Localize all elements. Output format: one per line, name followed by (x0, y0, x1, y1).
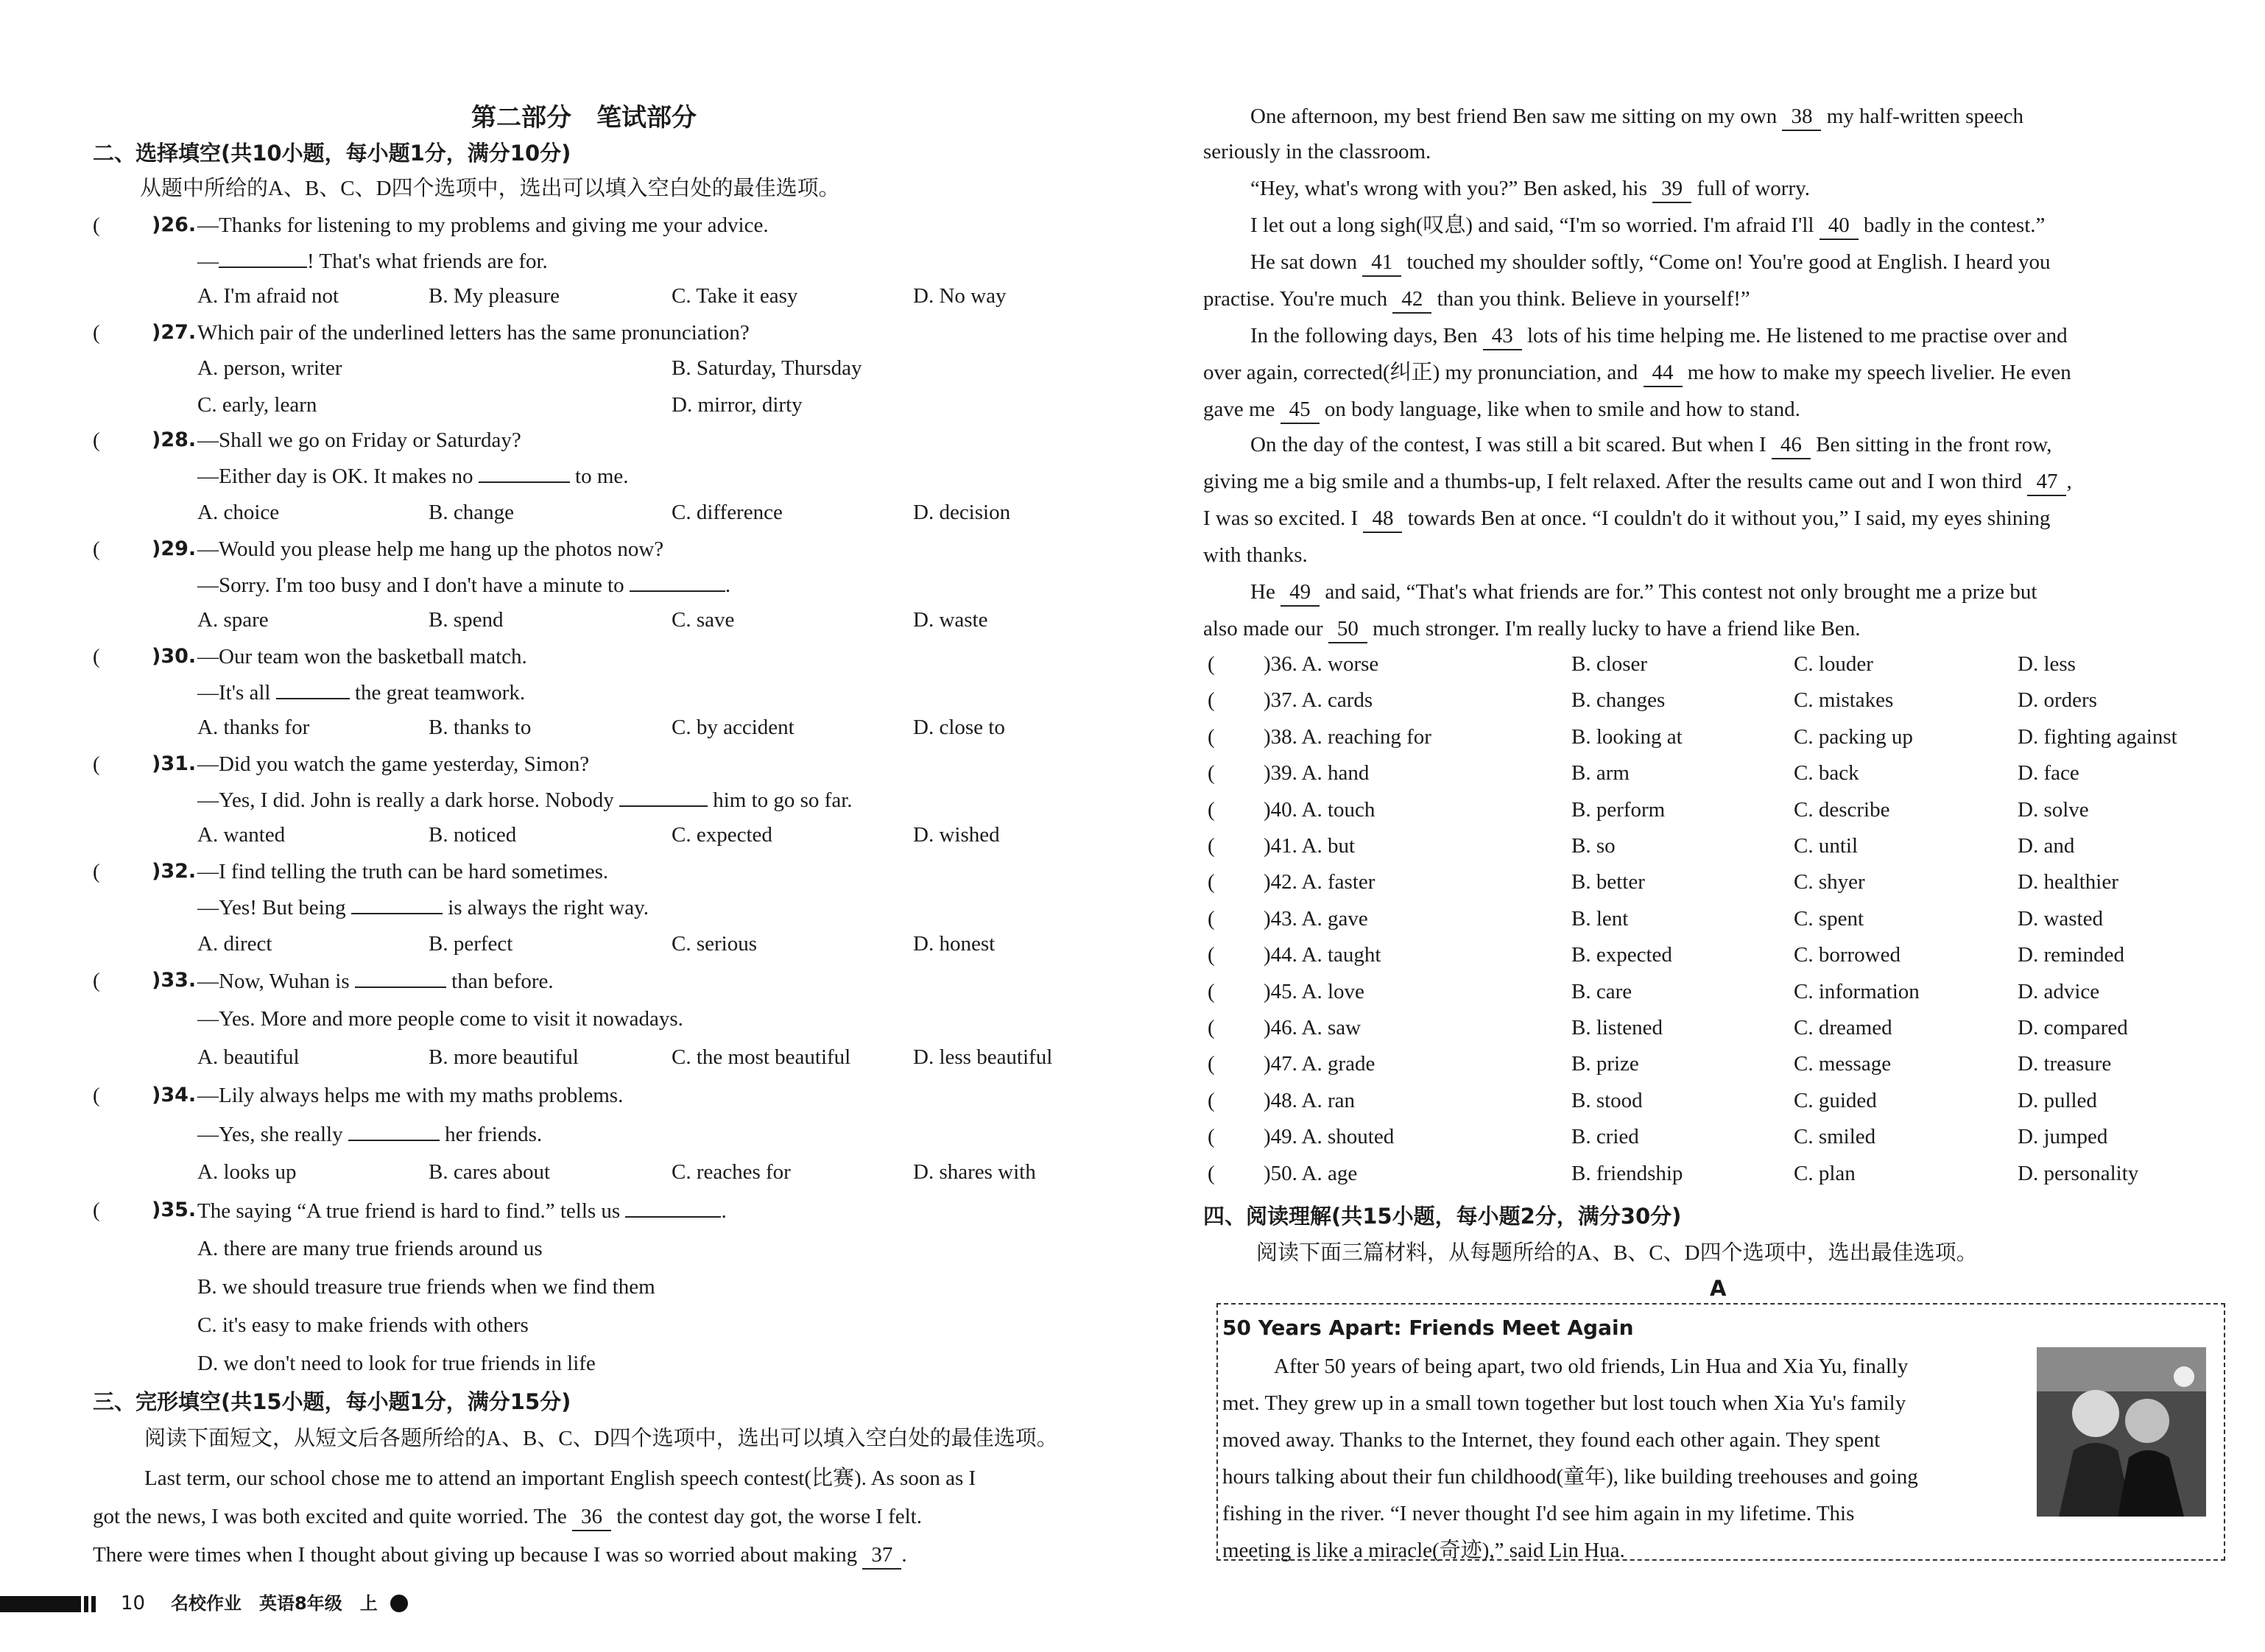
blank-45[interactable]: 45 (1281, 396, 1320, 424)
question-number: )27. (152, 321, 197, 344)
option-a[interactable]: )46. A. saw (1264, 1016, 1362, 1039)
question-text: —Did you watch the game yesterday, Simon? (197, 752, 590, 776)
option-b[interactable]: B. Saturday, Thursday (672, 356, 862, 380)
option-a[interactable]: A. choice (197, 501, 280, 524)
passage-line: He sat down 41 touched my shoulder softly, “Come on! You're good at English. I heard you (1250, 249, 2051, 277)
option-b[interactable]: B. care (1571, 979, 1632, 1003)
passage-a-line: hours talking about their fun childhood(童年), like building treehouses and going (1222, 1465, 1918, 1489)
question-text: —Yes, she really her friends. (197, 1120, 542, 1148)
option-c[interactable]: C. reaches for (672, 1160, 791, 1184)
answer-bracket[interactable]: ( (93, 969, 100, 992)
option-c[interactable]: C. early, learn (197, 393, 317, 417)
blank-47[interactable]: 47 (2027, 468, 2066, 496)
answer-bracket[interactable]: ( (1208, 724, 1215, 749)
passage-a-line: fishing in the river. “I never thought I'd see him again in my lifetime. This (1222, 1502, 1855, 1525)
footer-bar (84, 1596, 88, 1612)
option-a[interactable]: A. spare (197, 608, 269, 632)
answer-bracket[interactable]: ( (1208, 761, 1215, 786)
option-b[interactable]: B. My pleasure (429, 284, 560, 308)
question-text: —Our team won the basketball match. (197, 645, 527, 668)
footer-text: 名校作业 英语8年级 上 (171, 1593, 378, 1614)
option-d[interactable]: D. honest (913, 932, 996, 956)
answer-bracket[interactable]: ( (93, 428, 100, 452)
answer-bracket[interactable]: ( (93, 213, 100, 237)
answer-blank[interactable] (351, 894, 443, 914)
question-text: — ! That's what friends are for. (197, 247, 548, 275)
option-c[interactable]: C. spent (1794, 906, 1864, 931)
passage-line: got the news, I was both excited and quite worried. The 36 the contest day got, the worse I felt. (93, 1503, 922, 1531)
option-b[interactable]: B. listened (1571, 1016, 1663, 1039)
option-a[interactable]: )42. A. faster (1264, 870, 1375, 894)
question-text: —Yes! But being is always the right way. (197, 894, 649, 921)
option-c[interactable]: C. back (1794, 761, 1859, 786)
section3-title: 三、完形填空(共15小题，每小题1分，满分15分) (93, 1389, 571, 1414)
friends-photo (2037, 1347, 2206, 1517)
option-b[interactable]: B. more beautiful (429, 1045, 579, 1069)
option-a[interactable]: A. beautiful (197, 1045, 300, 1069)
answer-bracket[interactable]: ( (1208, 1161, 1215, 1185)
answer-bracket[interactable]: ( (93, 752, 100, 776)
option-b[interactable]: B. lent (1571, 906, 1629, 931)
passage-line: One afternoon, my best friend Ben saw me sitting on my own 38 my half-written speech (1250, 103, 2023, 131)
answer-bracket[interactable]: ( (1208, 1016, 1215, 1039)
passage-a-line: After 50 years of being apart, two old friends, Lin Hua and Xia Yu, finally (1274, 1355, 1909, 1378)
question-text: —Yes. More and more people come to visit it nowadays. (197, 1007, 683, 1031)
option-d[interactable]: D. mirror, dirty (672, 393, 803, 417)
option-c[interactable]: C. shyer (1794, 870, 1865, 894)
option-c[interactable]: C. it's easy to make friends with others (197, 1313, 529, 1337)
question-number: )26. (152, 213, 197, 236)
passage-a-line: meeting is like a miracle(奇迹),” said Lin Hua. (1222, 1539, 1625, 1562)
option-a[interactable]: )48. A. ran (1264, 1088, 1356, 1112)
blank-41[interactable]: 41 (1362, 249, 1401, 277)
answer-bracket[interactable]: ( (93, 321, 100, 345)
answer-blank[interactable] (479, 462, 570, 483)
option-d[interactable]: D. less (2018, 652, 2076, 676)
answer-bracket[interactable]: ( (1208, 688, 1215, 713)
option-d[interactable]: D. pulled (2018, 1088, 2097, 1112)
question-text: —Lily always helps me with my maths problems. (197, 1084, 624, 1107)
option-a[interactable]: )45. A. love (1264, 979, 1364, 1003)
option-c[interactable]: C. plan (1794, 1161, 1856, 1185)
option-a[interactable]: )36. A. worse (1264, 652, 1379, 676)
footer-bar (91, 1596, 96, 1612)
passage-label: A (1710, 1276, 1727, 1301)
option-d[interactable]: D. orders (2018, 688, 2097, 713)
answer-blank[interactable] (276, 679, 350, 699)
answer-blank[interactable] (219, 247, 307, 268)
footer-bar (0, 1596, 81, 1612)
option-a[interactable]: )44. A. taught (1264, 943, 1381, 967)
passage-line: gave me 45 on body language, like when to smile and how to stand. (1203, 396, 1800, 424)
answer-blank[interactable] (619, 786, 708, 807)
option-b[interactable]: B. changes (1571, 688, 1666, 713)
passage-line: In the following days, Ben 43 lots of his time helping me. He listened to me practise over and (1250, 322, 2068, 350)
option-b[interactable]: B. noticed (429, 823, 517, 847)
page-number: 10 (121, 1592, 146, 1614)
question-number: )29. (152, 537, 197, 560)
option-d[interactable]: D. fighting against (2018, 724, 2177, 749)
answer-bracket[interactable]: ( (1208, 834, 1215, 858)
blank-42[interactable]: 42 (1392, 286, 1431, 314)
blank-44[interactable]: 44 (1644, 359, 1683, 387)
option-b[interactable]: B. spend (429, 608, 504, 632)
option-a[interactable]: A. person, writer (197, 356, 342, 380)
passage-line: Last term, our school chose me to attend an important English speech contest(比赛). As soon as I (144, 1466, 976, 1490)
blank-38[interactable]: 38 (1782, 103, 1821, 131)
passage-line: There were times when I thought about giving up because I was so worried about making 37 . (93, 1542, 907, 1570)
option-a[interactable]: )47. A. grade (1264, 1052, 1375, 1076)
blank-39[interactable]: 39 (1652, 175, 1691, 203)
option-b[interactable]: B. cried (1571, 1125, 1639, 1149)
answer-bracket[interactable]: ( (1208, 1125, 1215, 1149)
option-a[interactable]: )40. A. touch (1264, 797, 1375, 822)
option-a[interactable]: )41. A. but (1264, 834, 1356, 858)
passage-line: On the day of the contest, I was still a bit scared. But when I 46 Ben sitting in the front row, (1250, 431, 2051, 459)
section2-title: 二、选择填空(共10小题，每小题1分，满分10分) (93, 141, 571, 166)
passage-a-line: moved away. Thanks to the Internet, they found each other again. They spent (1222, 1428, 1881, 1452)
answer-blank[interactable] (355, 967, 446, 988)
blank-40[interactable]: 40 (1820, 212, 1859, 240)
option-b[interactable]: B. closer (1571, 652, 1648, 676)
option-a[interactable]: A. wanted (197, 823, 286, 847)
option-d[interactable]: D. close to (913, 716, 1005, 739)
option-a[interactable]: )43. A. gave (1264, 906, 1368, 931)
option-c[interactable]: C. difference (672, 501, 783, 524)
option-c[interactable]: C. mistakes (1794, 688, 1894, 713)
question-text: —Now, Wuhan is than before. (197, 967, 554, 995)
passage-line: also made our 50 much stronger. I'm really lucky to have a friend like Ben. (1203, 615, 1861, 643)
option-a[interactable]: A. there are many true friends around us (197, 1237, 543, 1260)
section2-instructions: 从题中所给的A、B、C、D四个选项中，选出可以填入空白处的最佳选项。 (140, 177, 840, 200)
option-b[interactable]: B. stood (1571, 1088, 1643, 1112)
question-text: —Would you please help me hang up the photos now? (197, 537, 664, 561)
option-b[interactable]: B. change (429, 501, 514, 524)
option-c[interactable]: C. by accident (672, 716, 795, 739)
option-d[interactable]: D. face (2018, 761, 2079, 786)
option-b[interactable]: B. better (1571, 870, 1645, 894)
question-text: The saying “A true friend is hard to find.” tells us . (197, 1197, 727, 1224)
answer-bracket[interactable]: ( (93, 645, 100, 668)
option-b[interactable]: B. perform (1571, 797, 1666, 822)
option-a[interactable]: )37. A. cards (1264, 688, 1373, 713)
option-d[interactable]: D. personality (2018, 1161, 2139, 1185)
option-c[interactable]: C. guided (1794, 1088, 1877, 1112)
friends-photo-icon (2037, 1347, 2206, 1517)
answer-bracket[interactable]: ( (93, 1199, 100, 1222)
blank-37[interactable]: 37 (862, 1542, 901, 1570)
answer-blank[interactable] (625, 1197, 721, 1218)
option-d[interactable]: D. advice (2018, 979, 2100, 1003)
option-c[interactable]: C. message (1794, 1052, 1892, 1076)
passage-line: seriously in the classroom. (1203, 140, 1431, 163)
option-d[interactable]: D. reminded (2018, 943, 2124, 967)
answer-blank[interactable] (630, 571, 725, 592)
option-c[interactable]: C. describe (1794, 797, 1890, 822)
option-d[interactable]: D. wasted (2018, 906, 2103, 931)
option-b[interactable]: B. cares about (429, 1160, 551, 1184)
option-d[interactable]: D. less beautiful (913, 1045, 1053, 1069)
part-title: 第二部分 笔试部分 (471, 103, 697, 133)
circle-badge-icon (390, 1595, 408, 1612)
answer-bracket[interactable]: ( (1208, 1052, 1215, 1076)
question-text: —Sorry. I'm too busy and I don't have a minute to . (197, 571, 730, 599)
option-a[interactable]: A. looks up (197, 1160, 297, 1184)
option-a[interactable]: )49. A. shouted (1264, 1125, 1395, 1149)
option-c[interactable]: C. until (1794, 834, 1859, 858)
question-text: —Yes, I did. John is really a dark horse. Nobody him to go so far. (197, 786, 853, 813)
answer-bracket[interactable]: ( (1208, 870, 1215, 894)
option-c[interactable]: C. louder (1794, 652, 1873, 676)
option-a[interactable]: A. I'm afraid not (197, 284, 339, 308)
answer-bracket[interactable]: ( (1208, 943, 1215, 967)
option-c[interactable]: C. information (1794, 979, 1920, 1003)
section4-title: 四、阅读理解(共15小题，每小题2分，满分30分) (1203, 1204, 1682, 1229)
option-c[interactable]: C. packing up (1794, 724, 1913, 749)
question-text: Which pair of the underlined letters has the same pronunciation? (197, 321, 750, 345)
option-a[interactable]: )38. A. reaching for (1264, 724, 1431, 749)
answer-bracket[interactable]: ( (93, 537, 100, 561)
answer-bracket[interactable]: ( (1208, 979, 1215, 1003)
option-b[interactable]: B. friendship (1571, 1161, 1683, 1185)
question-number: )28. (152, 428, 197, 451)
option-c[interactable]: C. save (672, 608, 735, 632)
option-a[interactable]: )39. A. hand (1264, 761, 1370, 786)
option-d[interactable]: D. solve (2018, 797, 2089, 822)
option-d[interactable]: D. jumped (2018, 1125, 2108, 1149)
question-text: —Either day is OK. It makes no to me. (197, 462, 629, 490)
option-b[interactable]: B. expected (1571, 943, 1672, 967)
passage-line: over again, corrected(纠正) my pronunciation, and 44 me how to make my speech livelier. He even (1203, 359, 2071, 387)
option-b[interactable]: B. arm (1571, 761, 1630, 786)
option-d[interactable]: D. wished (913, 823, 1000, 847)
option-a[interactable]: )50. A. age (1264, 1161, 1358, 1185)
option-d[interactable]: D. waste (913, 608, 988, 632)
option-a[interactable]: A. thanks for (197, 716, 310, 739)
option-c[interactable]: C. dreamed (1794, 1016, 1892, 1039)
option-b[interactable]: B. so (1571, 834, 1616, 858)
section3-instructions: 阅读下面短文，从短文后各题所给的A、B、C、D四个选项中，选出可以填入空白处的最佳选项。 (144, 1427, 1058, 1450)
passage-line: with thanks. (1203, 543, 1308, 567)
option-d[interactable]: D. decision (913, 501, 1011, 524)
question-text: —Shall we go on Friday or Saturday? (197, 428, 521, 452)
answer-bracket[interactable]: ( (1208, 652, 1215, 676)
option-d[interactable]: D. compared (2018, 1016, 2128, 1039)
passage-line: “Hey, what's wrong with you?” Ben asked, his 39 full of worry. (1250, 175, 1810, 203)
answer-bracket[interactable]: ( (1208, 1088, 1215, 1112)
option-d[interactable]: D. healthier (2018, 870, 2118, 894)
passage-line: I was so excited. I 48 towards Ben at once. “I couldn't do it without you,” I said, my eyes shining (1203, 505, 2050, 533)
option-c[interactable]: C. serious (672, 932, 757, 956)
option-d[interactable]: D. and (2018, 834, 2075, 858)
option-c[interactable]: C. the most beautiful (672, 1045, 851, 1069)
option-c[interactable]: C. smiled (1794, 1125, 1876, 1149)
passage-a-title: 50 Years Apart: Friends Meet Again (1222, 1316, 1634, 1340)
answer-blank[interactable] (348, 1120, 440, 1141)
option-d[interactable]: D. No way (913, 284, 1007, 308)
question-number: )35. (152, 1199, 197, 1221)
option-a[interactable]: A. direct (197, 932, 272, 956)
question-text: —It's all the great teamwork. (197, 679, 525, 706)
blank-36[interactable]: 36 (572, 1503, 611, 1531)
blank-46[interactable]: 46 (1772, 431, 1811, 459)
passage-line: giving me a big smile and a thumbs-up, I felt relaxed. After the results came out and I won third 47 , (1203, 468, 2072, 496)
question-text: —I find telling the truth can be hard sometimes. (197, 860, 609, 883)
option-b[interactable]: B. perfect (429, 932, 513, 956)
option-b[interactable]: B. thanks to (429, 716, 532, 739)
option-b[interactable]: B. looking at (1571, 724, 1683, 749)
option-c[interactable]: C. borrowed (1794, 943, 1901, 967)
question-number: )32. (152, 860, 197, 883)
blank-49[interactable]: 49 (1281, 579, 1320, 607)
passage-line: practise. You're much 42 than you think. Believe in yourself!” (1203, 286, 1750, 314)
answer-bracket[interactable]: ( (1208, 906, 1215, 931)
option-b[interactable]: B. we should treasure true friends when we find them (197, 1275, 655, 1299)
answer-bracket[interactable]: ( (1208, 797, 1215, 822)
option-d[interactable]: D. we don't need to look for true friends in life (197, 1352, 596, 1375)
option-b[interactable]: B. prize (1571, 1052, 1639, 1076)
option-c[interactable]: C. Take it easy (672, 284, 798, 308)
question-number: )33. (152, 969, 197, 992)
option-c[interactable]: C. expected (672, 823, 772, 847)
question-number: )34. (152, 1084, 197, 1106)
passage-a-line: met. They grew up in a small town together but lost touch when Xia Yu's family (1222, 1391, 1906, 1415)
question-text: —Thanks for listening to my problems and giving me your advice. (197, 213, 769, 237)
answer-bracket[interactable]: ( (93, 860, 100, 883)
answer-bracket[interactable]: ( (93, 1084, 100, 1107)
section4-instructions: 阅读下面三篇材料，从每题所给的A、B、C、D四个选项中，选出最佳选项。 (1256, 1241, 1978, 1265)
question-number: )30. (152, 645, 197, 668)
blank-43[interactable]: 43 (1483, 322, 1522, 350)
blank-48[interactable]: 48 (1363, 505, 1402, 533)
blank-50[interactable]: 50 (1328, 615, 1367, 643)
option-d[interactable]: D. treasure (2018, 1052, 2112, 1076)
passage-line: I let out a long sigh(叹息) and said, “I'm so worried. I'm afraid I'll 40 badly in the contest.” (1250, 212, 2045, 240)
question-number: )31. (152, 752, 197, 775)
option-d[interactable]: D. shares with (913, 1160, 1036, 1184)
passage-line: He 49 and said, “That's what friends are for.” This contest not only brought me a prize but (1250, 579, 2037, 607)
